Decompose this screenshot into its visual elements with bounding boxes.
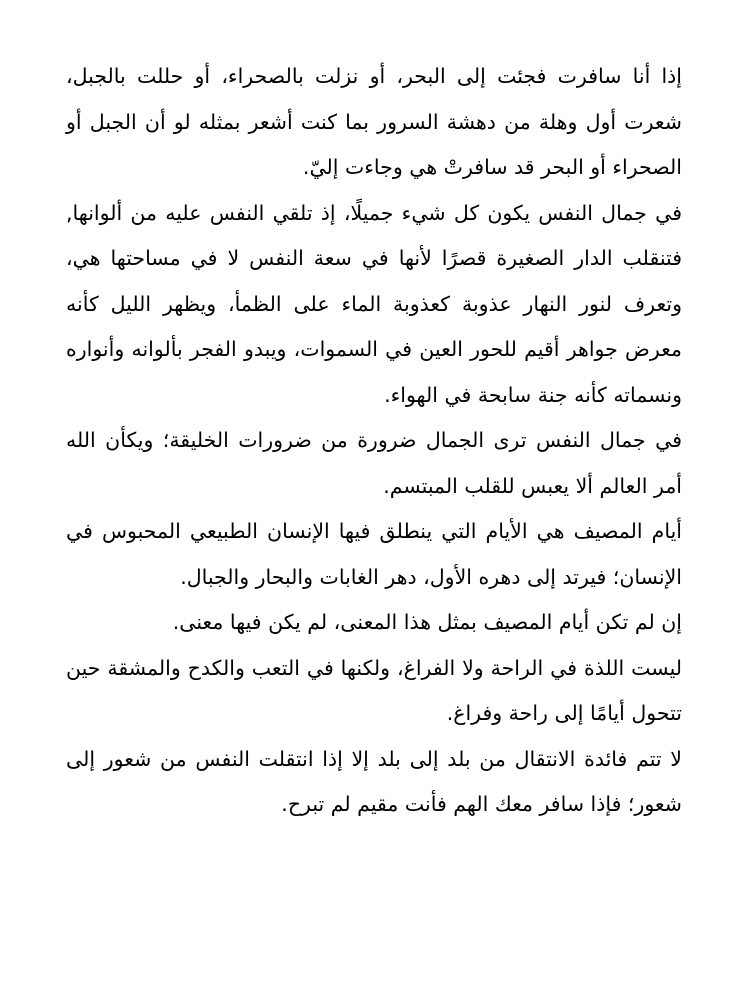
paragraph-3: في جمال النفس ترى الجمال ضرورة من ضرورات الخليقة؛ ويكأن الله أمر العالم ألا يعبس للقلب المبتسم. — [66, 428, 682, 498]
paragraph-6: ليست اللذة في الراحة ولا الفراغ، ولكنها في التعب والكدح والمشقة حين تتحول أيامًا إلى راحة وفراغ. — [66, 655, 682, 725]
paragraph-7: لا تتم فائدة الانتقال من بلد إلى بلد إلا إذا انتقلت النفس من شعور إلى شعور؛ فإذا سافر معك الهم فأنت مقيم لم تبرح. — [66, 746, 682, 816]
paragraph-2: في جمال النفس يكون كل شيء جميلًا، إذ تلقي النفس عليه من ألوانها, فتنقلب الدار الصغيرة قصرًا لأنها في سعة النفس لا في مساحتها هي، وتعرف لنور النهار عذوبة كعذوبة الماء على الظمأ، ويظهر الليل كأنه معرض جواهر أقيم للحور العين في السموات، ويبدو الفجر بألوانه وأنواره ونسماته كأنه جنة سابحة في الهواء. — [66, 200, 682, 407]
paragraph-4: أيام المصيف هي الأيام التي ينطلق فيها الإنسان الطبيعي المحبوس في الإنسان؛ فيرتد إلى دهره الأول، دهر الغابات والبحار والجبال. — [66, 519, 682, 589]
paragraph-5: إن لم تكن أيام المصيف بمثل هذا المعنى، لم يكن فيها معنى. — [172, 610, 682, 634]
document-page — [66, 54, 682, 828]
paragraph-1: إذا أنا سافرت فجئت إلى البحر، أو نزلت بالصحراء، أو حللت بالجبل، شعرت أول وهلة من دهشة السرور بما كنت أشعر بمثله لو أن الجبل أو الصحراء أو البحر قد سافرتْ هي وجاءت إليّ. — [66, 64, 682, 179]
